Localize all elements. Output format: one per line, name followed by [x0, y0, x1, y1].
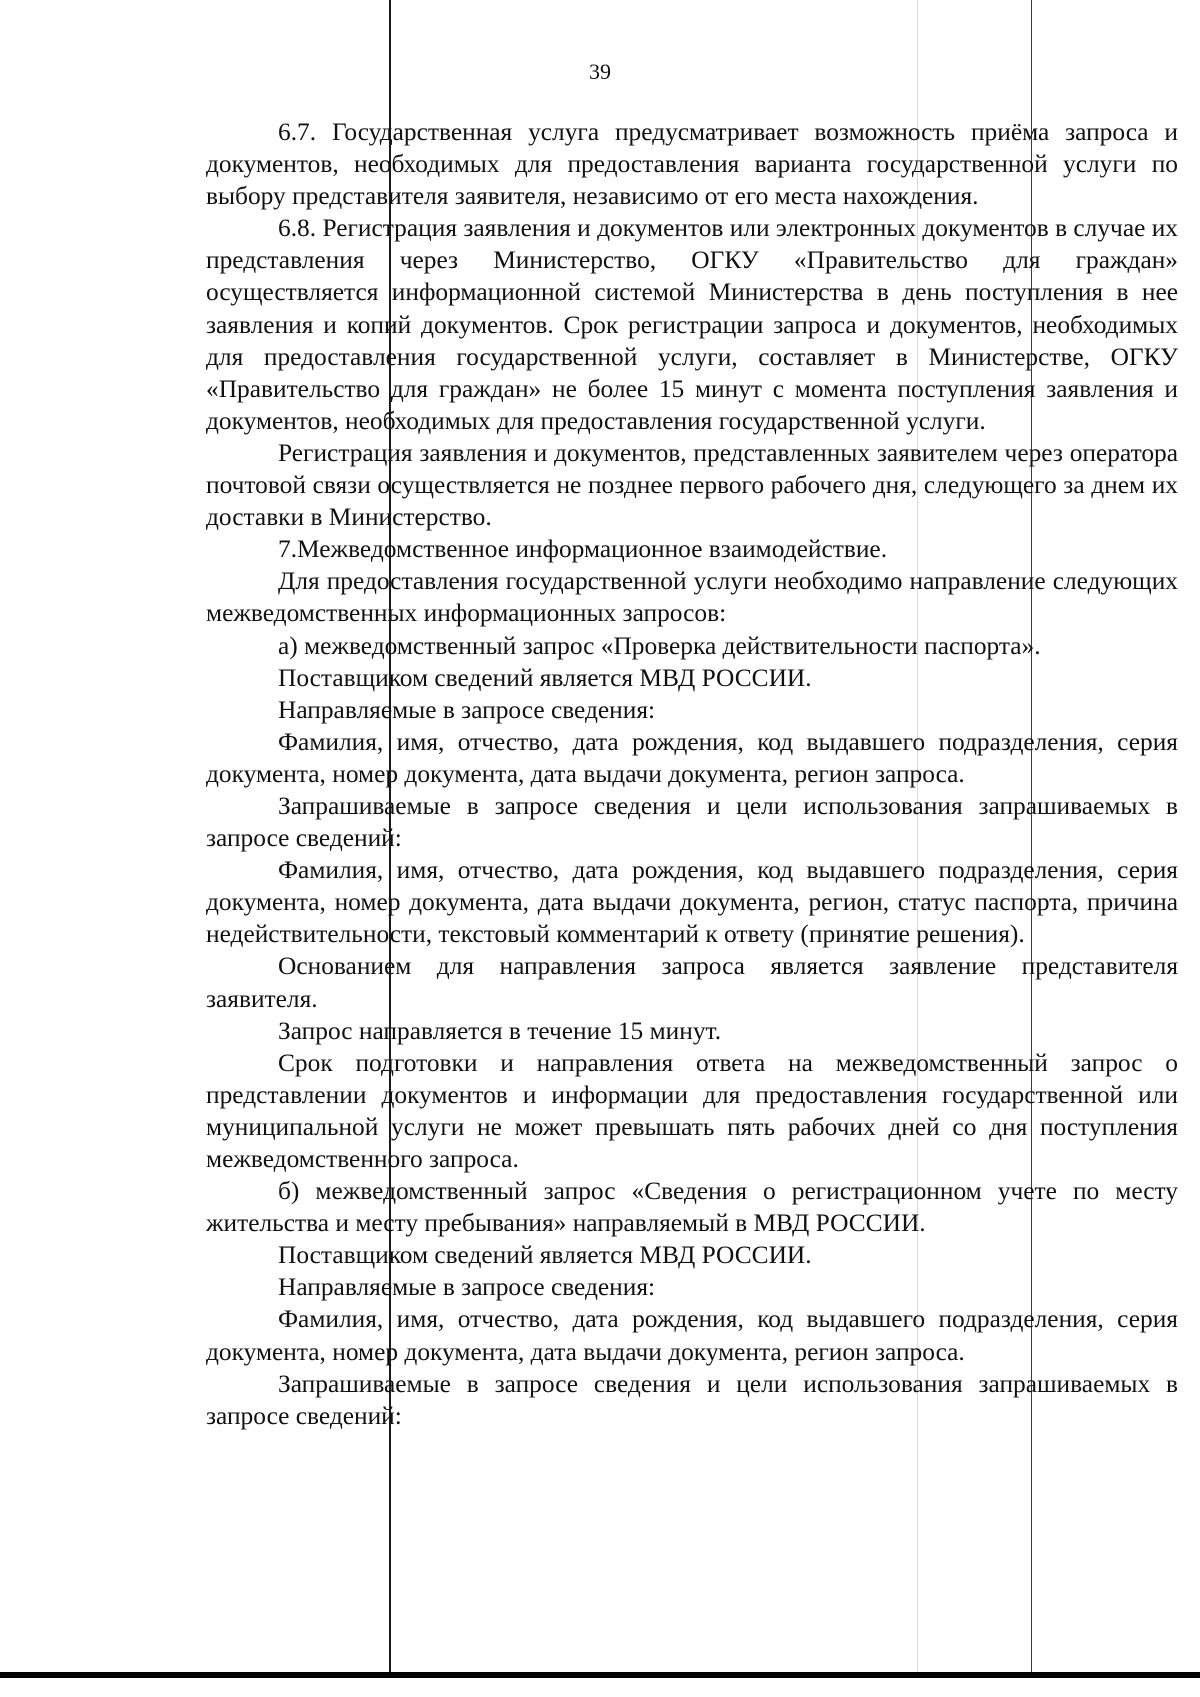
- paragraph: 7.Межведомственное информационное взаимодействие.: [278, 535, 888, 564]
- paragraph: Для предоставления государственной услуги необходимо направление следующих межведомственных информационных запросов:: [206, 567, 1178, 628]
- paragraph: Фамилия, имя, отчество, дата рождения, код выдавшего подразделения, серия документа, номер документа, дата выдачи документа, регион запроса.: [206, 727, 1178, 788]
- paragraph: а) межведомственный запрос «Проверка действительности паспорта».: [278, 631, 1041, 660]
- paragraph: Фамилия, имя, отчество, дата рождения, код выдавшего подразделения, серия документа, номер документа, дата выдачи документа, регион запроса.: [206, 1305, 1178, 1366]
- paragraph: Направляемые в запросе сведения:: [278, 1273, 656, 1302]
- paragraph: Направляемые в запросе сведения:: [278, 695, 656, 724]
- paragraph: Основанием для направления запроса является заявление представителя заявителя.: [206, 952, 1178, 1013]
- paragraph: 6.7. Государственная услуга предусматривает возможность приёма запроса и документов, необходимых для предоставления варианта государственной услуги по выбору представителя заявителя, независимо от его места нахождения.: [206, 118, 1178, 211]
- scan-bottom-border: [0, 1672, 1200, 1678]
- paragraph: Запрашиваемые в запросе сведения и цели использования запрашиваемых в запросе сведений:: [206, 1369, 1178, 1430]
- paragraph: 6.8. Регистрация заявления и документов или электронных документов в случае их представления через Министерство, ОГКУ «Правительство для граждан» осуществляется информационной системой Министерства в день поступления в нее заявления и копий документов. Срок регистрации запроса и документов, необходимых для предоставления государственной услуги, составляет в Министерстве, ОГКУ «Правительство для граждан» не более 15 минут с момента поступления заявления и документов, необходимых для предоставления государственной услуги.: [206, 214, 1178, 435]
- paragraph: Запрашиваемые в запросе сведения и цели использования запрашиваемых в запросе сведений:: [206, 791, 1178, 853]
- paragraph: Поставщиком сведений является МВД РОССИИ.: [278, 663, 812, 692]
- paragraph: Фамилия, имя, отчество, дата рождения, код выдавшего подразделения, серия документа, номер документа, дата выдачи документа, регион, статус паспорта, причина недействительности, текстовый комментарий к ответу (принятие решения).: [206, 856, 1178, 949]
- page-number: 39: [589, 59, 611, 84]
- paragraph: Срок подготовки и направления ответа на межведомственный запрос о представлении документов и информации для предоставления государственной или муниципальной услуги не может превышать пять рабочих дней со дня поступления межведомственного запроса.: [206, 1048, 1178, 1173]
- paragraph: Регистрация заявления и документов, представленных заявителем через оператора почтовой связи осуществляется не позднее первого рабочего дня, следующего за днем их доставки в Министерство.: [206, 438, 1178, 532]
- paragraph: Запрос направляется в течение 15 минут.: [278, 1016, 722, 1045]
- paragraph: б) межведомственный запрос «Сведения о регистрационном учете по месту жительства и месту пребывания» направляемый в МВД РОССИИ.: [206, 1177, 1178, 1238]
- document-body: [206, 116, 1178, 1432]
- paragraph: Поставщиком сведений является МВД РОССИИ.: [278, 1241, 812, 1270]
